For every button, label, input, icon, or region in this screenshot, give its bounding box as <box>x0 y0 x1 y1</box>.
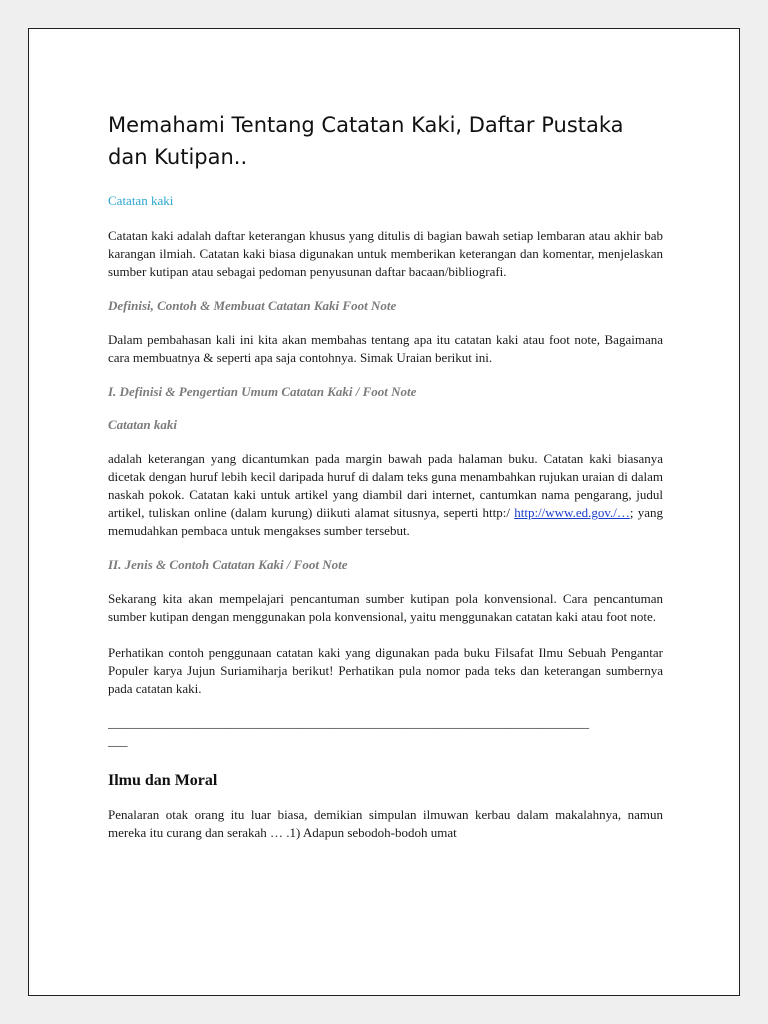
paragraph-definisi-tail: ; yang memudahkan pembaca untuk mengakses sumber tersebut. <box>108 505 664 538</box>
paragraph-definisi-text: adalah keterangan yang dicantumkan pada margin bawah pada halaman buku. Catatan kaki biasanya dicetak dengan huruf lebih kecil daripada huruf di dalam teks guna menambahkan rujukan uraian di dalam naskah pokok. Catatan kaki untuk artikel yang diambil dari internet, cantumkan nama pengarang, judul artikel, tuliskan online (dalam kurung) diikuti alamat situsnya, seperti http:/ <box>108 451 663 520</box>
source-link[interactable]: http://www.ed.gov./… <box>514 505 630 520</box>
paragraph-intro: Catatan kaki adalah daftar keterangan khusus yang ditulis di bagian bawah setiap lembaran atau akhir bab karangan ilmiah. Catatan kaki biasa digunakan untuk memberikan keterangan dan komentar, menjelaskan sumber kutipan atau sebagai pedoman penyusunan daftar bacaan/bibliografi. <box>108 228 663 279</box>
separator-line-tail: ___ <box>108 733 128 748</box>
paragraph-contoh: Perhatikan contoh penggunaan catatan kaki yang digunakan pada buku Filsafat Ilmu Sebuah Pengantar Populer karya Jujun Suriamiharja berikut! Perhatikan pula nomor pada teks dan keterangan sumbernya pada catatan kaki. <box>108 645 663 696</box>
separator-line: __________________________________________________________________________ <box>108 715 589 730</box>
heading-section-1: I. Definisi & Pengertian Umum Catatan Kaki / Foot Note <box>108 384 417 399</box>
heading-section-2: II. Jenis & Contoh Catatan Kaki / Foot Note <box>108 557 348 572</box>
paragraph-pola-konvensional: Sekarang kita akan mempelajari pencantuman sumber kutipan pola konvensional. Cara pencantuman sumber kutipan dengan menggunakan pola konvensional, yaitu menggunakan catatan kaki atau foot note. <box>108 591 663 624</box>
document-title: Memahami Tentang Catatan Kaki, Daftar Pustaka dan Kutipan.. <box>108 113 624 169</box>
section-title: Ilmu dan Moral <box>108 772 218 789</box>
heading-catatan-kaki-italic: Catatan kaki <box>108 417 177 432</box>
paragraph-pembahasan: Dalam pembahasan kali ini kita akan membahas tentang apa itu catatan kaki atau foot note, Bagaimana cara membuatnya & seperti apa saja contohnya. Simak Uraian berikut ini. <box>108 332 663 365</box>
document-content <box>108 109 663 842</box>
paragraph-definisi <box>108 450 663 540</box>
heading-definisi: Definisi, Contoh & Membuat Catatan Kaki Foot Note <box>108 298 397 313</box>
subheading-catatan-kaki: Catatan kaki <box>108 193 174 208</box>
document-page <box>28 28 740 996</box>
paragraph-ilmu-moral: Penalaran otak orang itu luar biasa, demikian simpulan ilmuwan kerbau dalam makalahnya, namun mereka itu curang dan serakah … .1) Adapun sebodoh-bodoh umat <box>108 807 663 840</box>
